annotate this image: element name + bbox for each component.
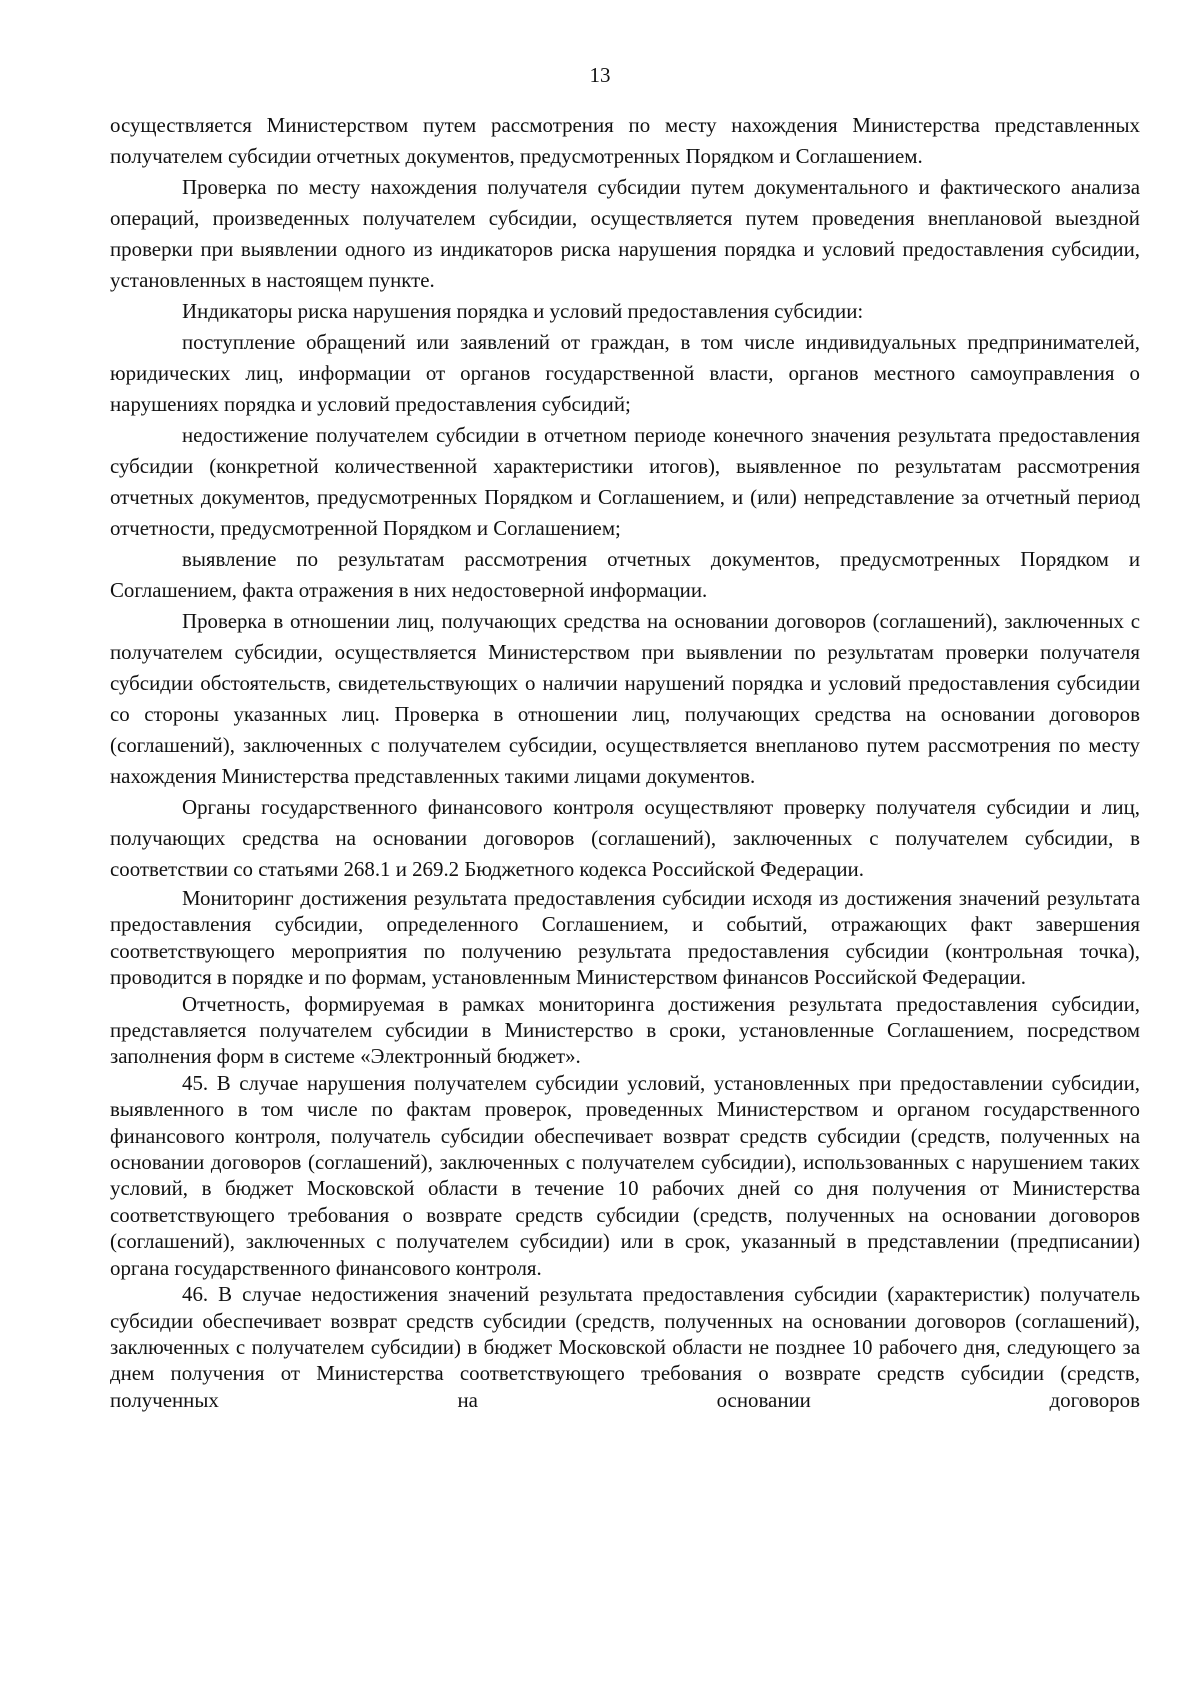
paragraph: 46. В случае недостижения значений результата предоставления субсидии (характеристик) получатель субсидии обеспечивает возврат средств субсидии (средств, полученных на основании договоров (соглашений), заключенных с получателем субсидии) в бюджет Московской области не позднее 10 рабочего дня, следующего за днем получения от Министерства соответствующего требования о возврате средств субсидии (средств, полученных на основании договоров <box>110 1282 1140 1412</box>
paragraph: поступление обращений или заявлений от граждан, в том числе индивидуальных предпринимателей, юридических лиц, информации от органов государственной власти, органов местного самоуправления о нарушениях порядка и условий предоставления субсидий; <box>110 330 1140 416</box>
paragraph: Мониторинг достижения результата предоставления субсидии исходя из достижения значений результата предоставления субсидии, определенного Соглашением, и событий, отражающих факт завершения соответствующего мероприятия по получению результата предоставления субсидии (контрольная точка), проводится в порядке и по формам, установленным Министерством финансов Российской Федерации. <box>110 886 1140 990</box>
paragraph: выявление по результатам рассмотрения отчетных документов, предусмотренных Порядком и Соглашением, факта отражения в них недостоверной информации. <box>110 547 1140 602</box>
paragraph: 45. В случае нарушения получателем субсидии условий, установленных при предоставлении субсидии, выявленного в том числе по фактам проверок, проведенных Министерством и органом государственного финансового контроля, получатель субсидии обеспечивает возврат средств субсидии (средств, полученных на основании договоров (соглашений), заключенных с получателем субсидии), использованных с нарушением таких условий, в бюджет Московской области в течение 10 рабочих дней со дня получения от Министерства соответствующего требования о возврате средств субсидии (средств, полученных на основании договоров (соглашений), заключенных с получателем субсидии) или в срок, указанный в представлении (предписании) органа государственного финансового контроля. <box>110 1070 1140 1280</box>
paragraph: Индикаторы риска нарушения порядка и условий предоставления субсидии: <box>182 299 864 323</box>
paragraph: недостижение получателем субсидии в отчетном периоде конечного значения результата предоставления субсидии (конкретной количественной характеристики итогов), выявленное по результатам рассмотрения отчетных документов, предусмотренных Порядком и Соглашением, и (или) непредставление за отчетный период отчетности, предусмотренной Порядком и Соглашением; <box>110 423 1140 540</box>
paragraph: Отчетность, формируемая в рамках мониторинга достижения результата предоставления субсидии, представляется получателем субсидии в Министерство в сроки, установленные Соглашением, посредством заполнения форм в системе «Электронный бюджет». <box>110 991 1140 1069</box>
paragraph: Проверка по месту нахождения получателя субсидии путем документального и фактического анализа операций, произведенных получателем субсидии, осуществляется путем проведения внеплановой выездной проверки при выявлении одного из индикаторов риска нарушения порядка и условий предоставления субсидии, установленных в настоящем пункте. <box>110 175 1140 292</box>
paragraph: осуществляется Министерством путем рассмотрения по месту нахождения Министерства представленных получателем субсидии отчетных документов, предусмотренных Порядком и Соглашением. <box>110 113 1140 168</box>
document-body <box>110 110 1140 1413</box>
paragraph: Органы государственного финансового контроля осуществляют проверку получателя субсидии и лиц, получающих средства на основании договоров (соглашений), заключенных с получателем субсидии, в соответствии со статьями 268.1 и 269.2 Бюджетного кодекса Российской Федерации. <box>110 795 1140 881</box>
paragraph: Проверка в отношении лиц, получающих средства на основании договоров (соглашений), заключенных с получателем субсидии, осуществляется Министерством при выявлении по результатам проверки получателя субсидии обстоятельств, свидетельствующих о наличии нарушений порядка и условий предоставления субсидии со стороны указанных лиц. Проверка в отношении лиц, получающих средства на основании договоров (соглашений), заключенных с получателем субсидии, осуществляется внепланово путем рассмотрения по месту нахождения Министерства представленных такими лицами документов. <box>110 609 1140 788</box>
page-number: 13 <box>589 63 611 87</box>
